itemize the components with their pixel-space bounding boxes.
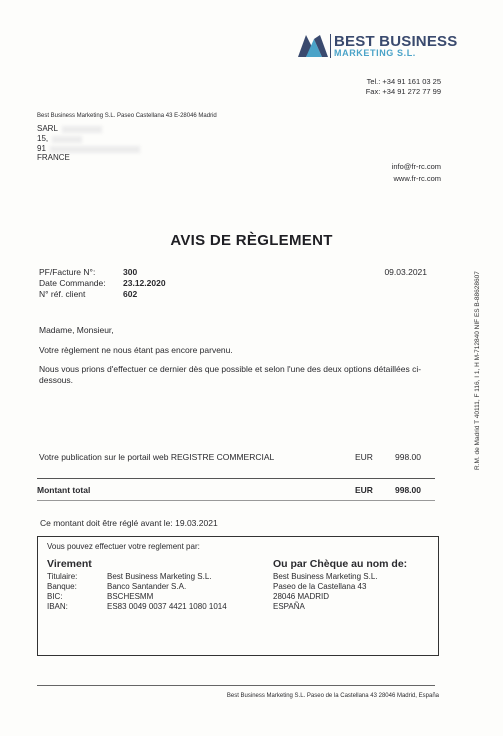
registry-info: R.M. de Madrid T 40111, F 116, I 1, H M-712840 NIF ES B-88628607 [474,271,481,470]
cheque-line3: 28046 MADRID [273,592,330,601]
total-underline [37,500,435,501]
recipient-line2: 15, [37,134,49,143]
bic-label: BIC: [47,592,63,601]
paragraph-1: Votre règlement ne nous étant pas encore parvenu. [39,345,233,355]
invoice-value: 300 [123,267,138,277]
cheque-line2: Paseo de la Castellana 43 [273,582,367,591]
cheque-title: Ou par Chèque au nom de: [273,558,408,570]
invoice-label: PF/Facture N°: [39,267,96,277]
logo-line1: BEST BUSINESS [334,33,458,50]
paragraph-2: Nous vous prions d'effectuer ce dernier dès que possible et selon l'une des deux options détaillées ci-dessous. [39,364,422,385]
holder-value: Best Business Marketing S.L. [107,572,212,581]
company-fax: Fax: +34 91 272 77 99 [365,87,441,96]
logo-mark-icon [298,35,328,57]
company-logo [298,33,458,59]
logo-divider [330,34,331,58]
order-date-value: 23.12.2020 [123,278,166,288]
logo-line2: MARKETING S.L. [334,48,416,58]
redaction [62,126,102,133]
cheque-line4: ESPAÑA [273,602,305,611]
company-email: info@fr-rc.com [391,162,441,171]
sender-line: Best Business Marketing S.L. Paseo Castellana 43 E-28046 Madrid [37,113,217,119]
redaction [50,146,140,153]
payment-box [37,536,439,656]
iban-value: ES83 0049 0037 4421 1080 1014 [107,602,227,611]
bank-label: Banque: [47,582,77,591]
order-date-label: Date Commande: [39,278,106,288]
footer-address: Best Business Marketing S.L. Paseo de la Castellana 43 28046 Madrid, España [226,693,439,699]
line-item-currency: EUR [355,452,373,462]
total-amount: 998.00 [395,485,421,495]
client-ref-label: N° réf. client [39,289,86,299]
document-title: AVIS DE RÈGLEMENT [170,232,333,249]
recipient-line4: FRANCE [37,153,70,162]
redaction [52,136,82,143]
recipient-line1: SARL [37,124,58,133]
company-web: www.fr-rc.com [393,174,441,183]
payment-intro: Vous pouvez effectuer votre reglement par: [47,542,200,551]
iban-label: IBAN: [47,602,68,611]
holder-label: Titulaire: [47,572,78,581]
company-tel: Tel.: +34 91 161 03 25 [366,77,441,86]
footer-divider [37,685,435,686]
total-label: Montant total [37,485,91,495]
client-ref-value: 602 [123,289,138,299]
bank-value: Banco Santander S.A. [107,582,187,591]
cheque-line1: Best Business Marketing S.L. [273,572,378,581]
salutation: Madame, Monsieur, [39,325,114,335]
line-item-amount: 998.00 [395,452,421,462]
recipient-line3: 91 [37,144,46,153]
document-date: 09.03.2021 [384,267,427,277]
due-date-text: Ce montant doit être réglé avant le: 19.03.2021 [40,518,218,528]
bic-value: BSCHESMM [107,592,154,601]
transfer-title: Virement [47,558,92,570]
total-divider [37,478,435,479]
line-item-description: Votre publication sur le portail web REGISTRE COMMERCIAL [39,452,275,462]
total-currency: EUR [355,485,373,495]
